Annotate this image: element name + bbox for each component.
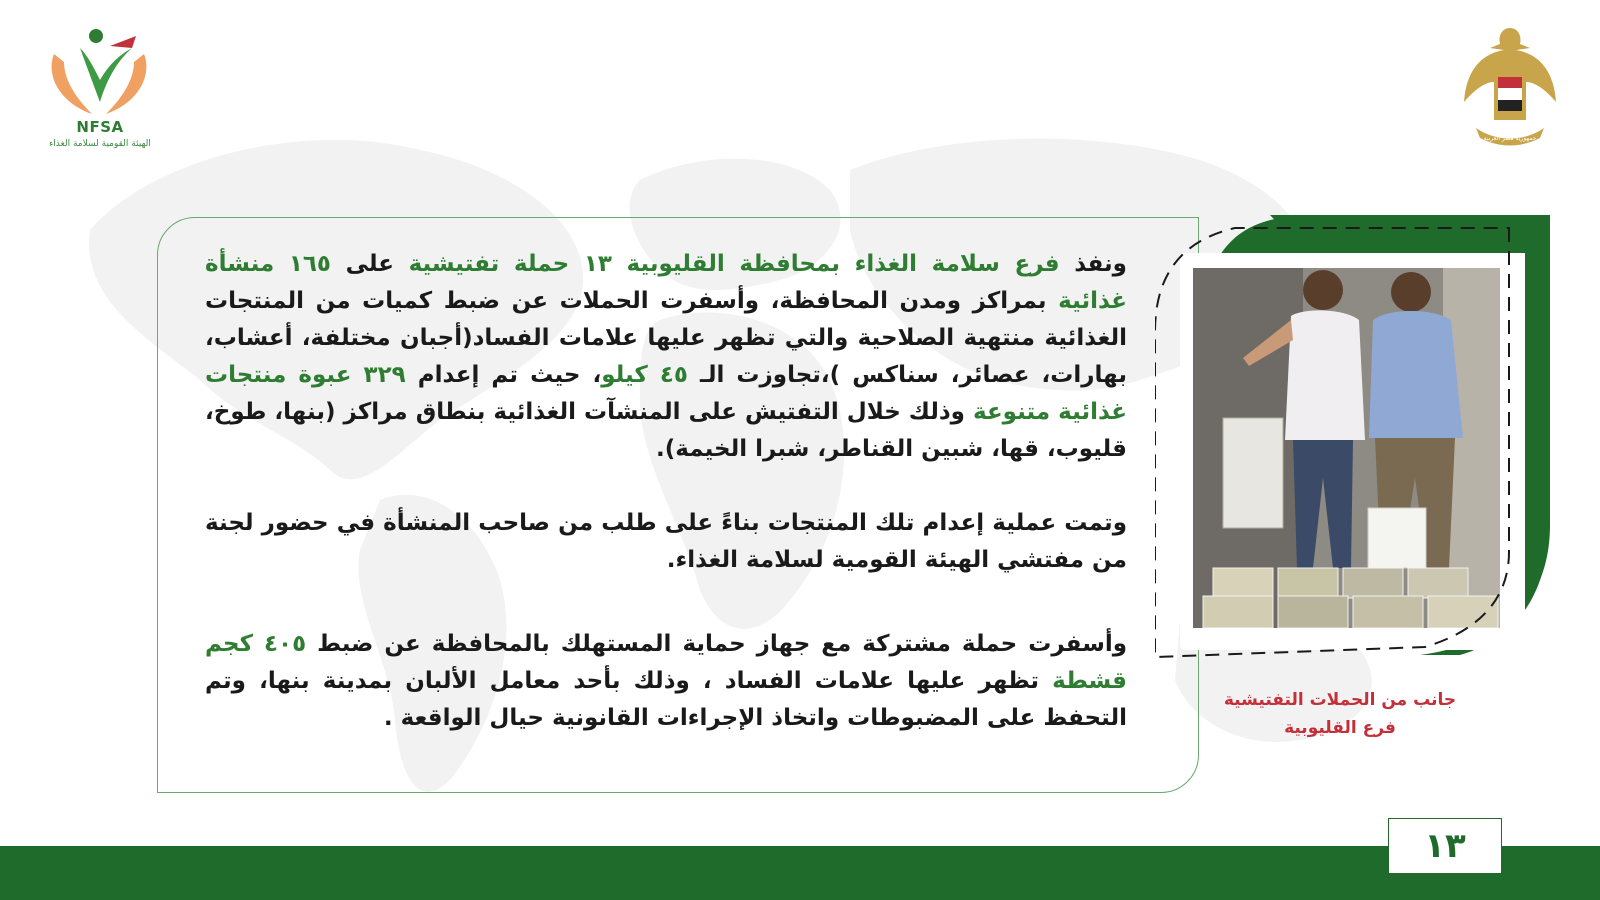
logo-full-name: الهيئة القومية لسلامة الغذاء: [49, 139, 151, 149]
p1-text-5: وذلك خلال التفتيش على المنشآت الغذائية بنطاق مراكز (بنها، طوخ، قليوب، قها، شبين القناطر، شبرا الخيمة).: [205, 399, 1127, 462]
p3-text-1: وأسفرت حملة مشتركة مع جهاز حماية المستهلك بالمحافظة عن ضبط: [306, 631, 1127, 657]
p1-highlight-packages: ٣٢٩ عبوة منتجات غذائية متنوعة: [205, 362, 1127, 425]
caption-line-1: جانب من الحملات التفتيشية: [1223, 690, 1457, 710]
egypt-eagle-emblem-icon: [1460, 24, 1560, 150]
p1-text-3: بمراكز ومدن المحافظة، وأسفرت الحملات عن ضبط كميات من المنتجات الغذائية منتهية الصلاحية والتي تظهر عليها علامات الفساد(أجبان مختلفة، أعشاب، بهارات، عصائر، سناكس )،تجاوزت الـ: [205, 288, 1127, 388]
p3-text-2: تظهر عليها علامات الفساد ، وذلك بأحد معامل الألبان بمدينة بنها، وتم التحفظ على المضبوطات واتخاذ الإجراءات القانونية حيال الواقعة .: [205, 668, 1127, 731]
main-text-content: [205, 246, 1127, 737]
logo-abbreviation: NFSA: [76, 118, 124, 136]
page-number: ١٣: [1388, 818, 1502, 874]
inspection-photo: [1193, 268, 1500, 628]
paragraph-destruction: وتمت عملية إعدام تلك المنتجات بناءً على طلب من صاحب المنشأة في حضور لجنة من مفتشي الهيئة القومية لسلامة الغذاء.: [205, 510, 1127, 573]
nfsa-logo: [40, 22, 160, 162]
paragraph-joint-campaign: [205, 626, 1127, 737]
nfsa-logo-icon: [40, 22, 160, 118]
p3-highlight-cream: ٤٠٥ كجم قشطة: [205, 631, 1127, 694]
p1-text-1: ونفذ: [1059, 251, 1127, 277]
inspection-photo-drawing: [1193, 268, 1500, 628]
p1-highlight-kilos: ٤٥ كيلو: [601, 362, 688, 388]
paragraph-inspection-campaigns: [205, 246, 1127, 468]
p1-highlight-branch-campaigns: فرع سلامة الغذاء بمحافظة القليوبية ١٣ حملة تفتيشية: [408, 251, 1060, 277]
bottom-bar: [0, 846, 1600, 900]
photo-caption: [1190, 686, 1490, 742]
caption-line-2: فرع القليوبية: [1284, 718, 1396, 738]
p1-text-4: ، حيث تم إعدام: [405, 362, 602, 388]
p1-text-2: على: [330, 251, 409, 277]
p1-highlight-establishments: ١٦٥ منشأة غذائية: [205, 251, 1127, 314]
emblem-scroll-text: جمهورية مصر العربية: [1483, 135, 1537, 142]
